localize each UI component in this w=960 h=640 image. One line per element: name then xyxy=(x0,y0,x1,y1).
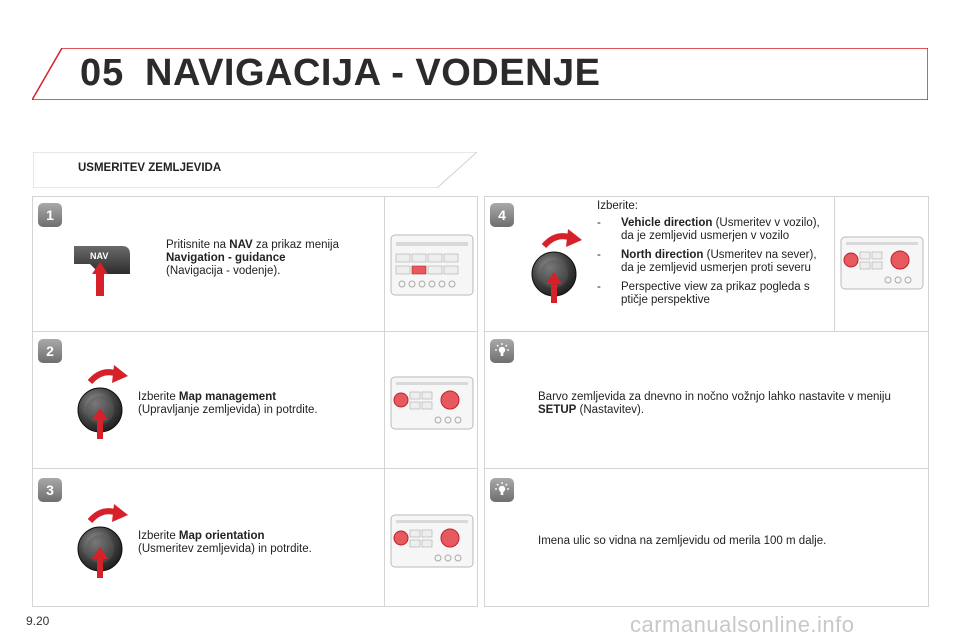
step-text: Pritisnite na xyxy=(166,239,230,251)
row-divider xyxy=(484,331,929,332)
tip-badge xyxy=(490,339,514,363)
chapter-number: 05 xyxy=(80,52,125,94)
radio-panel-icon xyxy=(390,234,474,296)
tip-1-text xyxy=(538,391,908,417)
step-badge-1: 1 xyxy=(38,203,62,227)
step-badge-4: 4 xyxy=(490,203,514,227)
step-text: Izberite xyxy=(138,391,179,403)
radio-panel-icon xyxy=(390,376,474,430)
rotary-knob-icon xyxy=(526,228,590,304)
row-divider xyxy=(32,331,478,332)
rotary-knob-icon xyxy=(72,364,136,440)
lightbulb-icon xyxy=(493,342,511,360)
tip-text: Imena ulic so vidna na zemljevidu od merila 100 m dalje. xyxy=(538,535,827,547)
orientation-options xyxy=(597,217,829,307)
radio-panel-icon xyxy=(840,236,924,290)
column-divider xyxy=(834,196,835,331)
row-divider xyxy=(32,468,478,469)
step-2-text xyxy=(138,391,378,417)
lightbulb-icon xyxy=(493,481,511,499)
option-north-direction xyxy=(597,249,829,275)
page-number: 9.20 xyxy=(26,614,50,628)
tip-text: Barvo zemljevida za dnevno in nočno vožnjo lahko nastavite v meniju xyxy=(538,391,891,403)
option-perspective-view xyxy=(597,281,829,307)
step-text: (Navigacija - vodenje). xyxy=(166,265,281,277)
radio-panel-icon xyxy=(390,514,474,568)
step-badge-2: 2 xyxy=(38,339,62,363)
option-desc: Perspective view za prikaz pogleda s ptičje perspektive xyxy=(621,281,810,306)
section-title: USMERITEV ZEMLJEVIDA xyxy=(78,162,222,174)
option-desc: (Usmeritev na sever), da je zemljevid usmerjen proti severu xyxy=(621,249,817,274)
tip-text: (Nastavitev). xyxy=(576,404,645,416)
tip-2-text xyxy=(538,535,908,548)
step-text-bold: NAV xyxy=(229,239,253,251)
step-intro: Izberite: xyxy=(597,200,638,212)
step-1-text xyxy=(166,239,376,278)
step-text: (Usmeritev zemljevida) in potrdite. xyxy=(138,543,312,555)
nav-button-icon xyxy=(72,240,134,298)
option-vehicle-direction xyxy=(597,217,829,243)
menu-name: SETUP xyxy=(538,404,577,416)
step-text: Izberite xyxy=(138,530,179,542)
menu-name: Map orientation xyxy=(178,530,265,542)
step-3-text xyxy=(138,530,378,556)
option-name: North direction xyxy=(621,249,704,261)
rotary-knob-icon xyxy=(72,503,136,579)
step-text: za prikaz menija xyxy=(252,239,340,251)
watermark: carmanualsonline.info xyxy=(630,612,855,637)
option-name: Vehicle direction xyxy=(621,217,713,229)
step-4-text xyxy=(597,200,829,313)
chapter-title: NAVIGACIJA - VODENJE xyxy=(145,52,601,94)
step-text: (Upravljanje zemljevida) in potrdite. xyxy=(138,404,318,416)
option-desc: (Usmeritev v vozilo), da je zemljevid usmerjen v vozilo xyxy=(621,217,820,242)
tip-badge xyxy=(490,478,514,502)
menu-name: Navigation - guidance xyxy=(166,252,286,264)
row-divider xyxy=(484,468,929,469)
nav-button-label: NAV xyxy=(90,251,109,261)
menu-name: Map management xyxy=(178,391,277,403)
column-divider xyxy=(384,196,385,607)
step-badge-3: 3 xyxy=(38,478,62,502)
